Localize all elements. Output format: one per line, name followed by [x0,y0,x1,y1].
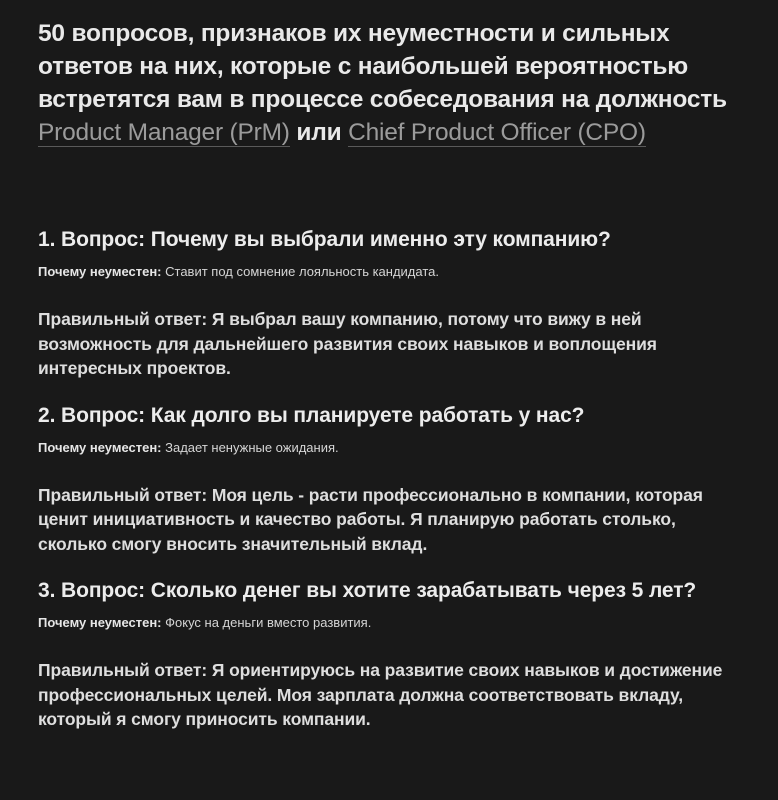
question-block-1 [38,225,742,381]
correct-answer: Правильный ответ: Я выбрал вашу компанию, потому что вижу в ней возможность для дальнейшего развития своих навыков и воплощения интересных проектов. [38,309,657,378]
why-text: Фокус на деньги вместо развития. [161,615,372,630]
question-block-3 [38,576,742,732]
why-label: Почему неуместен: [38,264,162,279]
inappropriateness-note [38,263,742,281]
inappropriateness-note [38,439,742,457]
correct-answer: Правильный ответ: Я ориентируюсь на развитие своих навыков и достижение профессиональных целей. Моя зарплата должна соответствовать вкладу, который я смогу приносить компании. [38,660,723,729]
why-label: Почему неуместен: [38,439,162,455]
why-label: Почему неуместен: [38,615,162,630]
question-block-2 [38,401,742,557]
title-connector: или [289,119,349,146]
chief-product-officer-link[interactable]: Chief Product Officer (CPO) [348,119,646,146]
correct-answer: Правильный ответ: Моя цель - расти профессионально в компании, которая ценит инициативность и качество работы. Я планирую работать столько, сколько смогу вносить значительный вклад. [38,484,703,554]
question-heading: 2. Вопрос: Как долго вы планируете работать у нас? [38,403,585,427]
product-manager-link[interactable]: Product Manager (PrM) [38,119,290,146]
document-title [38,17,742,149]
why-text: Задает ненужные ожидания. [161,439,339,455]
title-text: 50 вопросов, признаков их неуместности и сильных ответов на них, которые с наибольшей вероятностью встретятся вам в процессе собеседования на должность [38,20,727,113]
why-text: Ставит под сомнение лояльность кандидата. [161,264,439,279]
inappropriateness-note [38,614,742,632]
question-heading: 3. Вопрос: Сколько денег вы хотите зарабатывать через 5 лет? [38,579,697,602]
question-heading: 1. Вопрос: Почему вы выбрали именно эту компанию? [38,228,611,251]
